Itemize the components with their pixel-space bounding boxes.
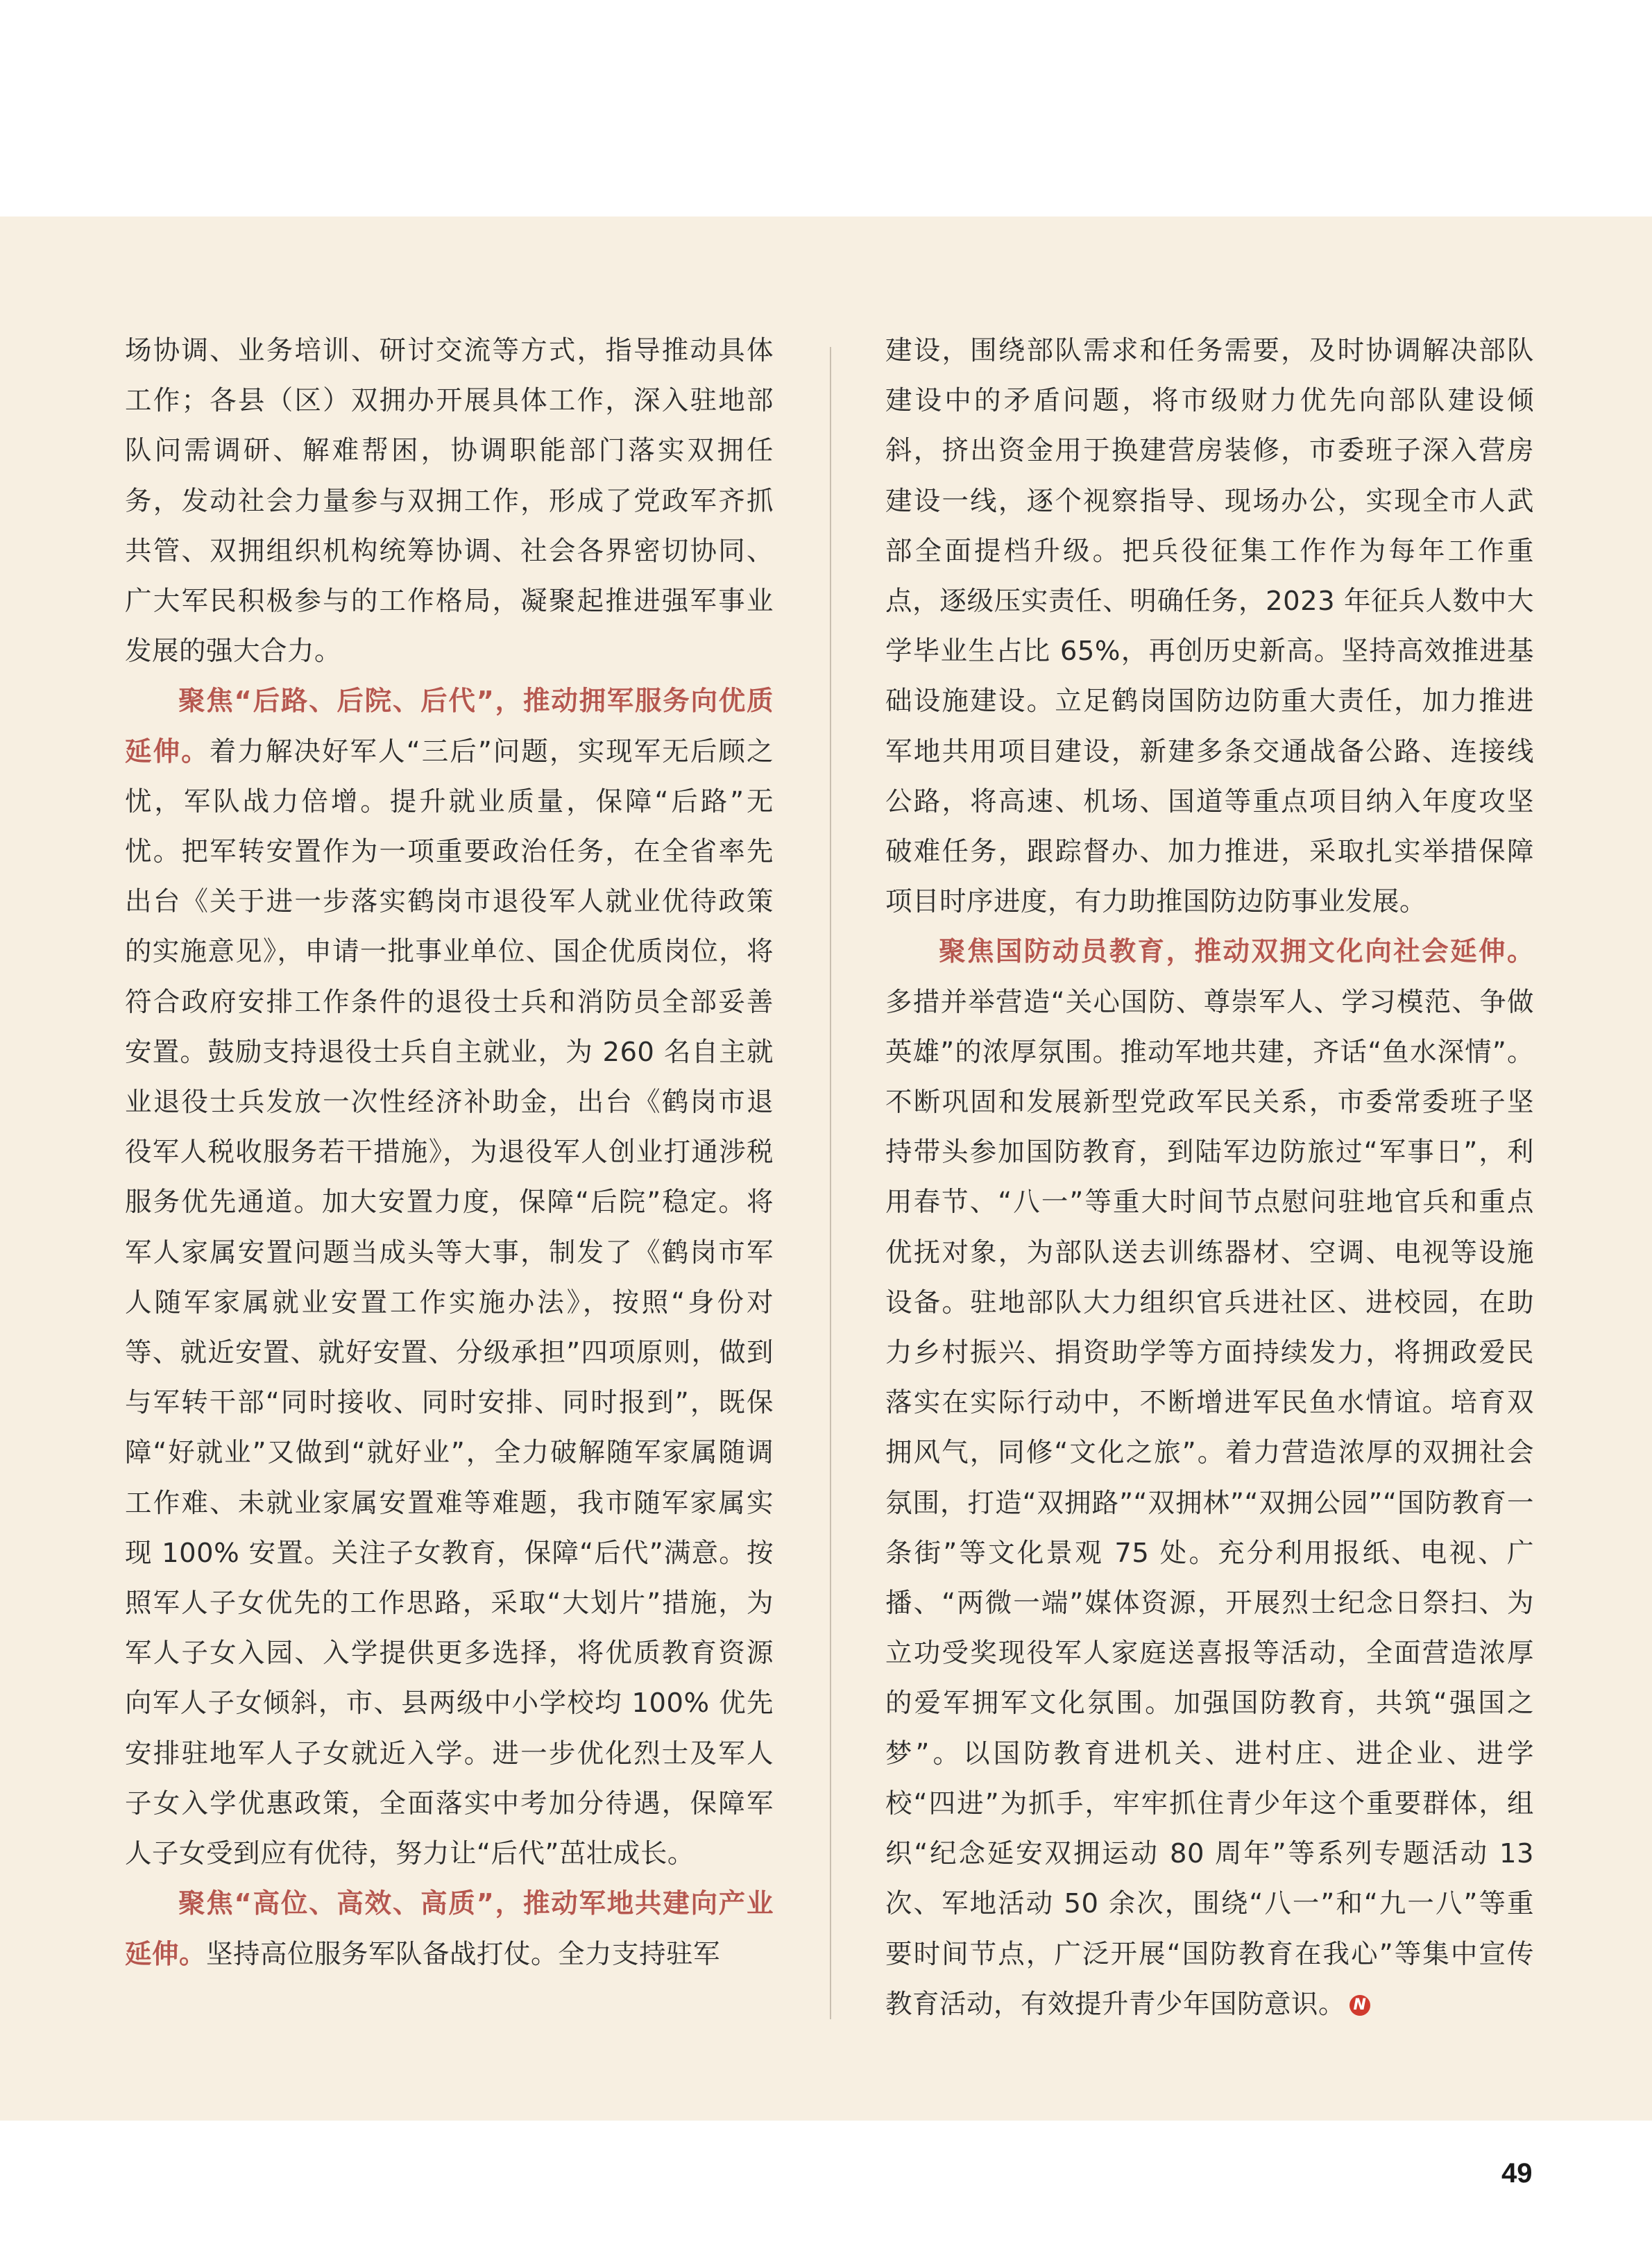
article-column-left: [125, 326, 774, 1980]
page-number: 49: [1501, 2158, 1533, 2189]
paragraph-intro-continued: 场协调、业务培训、研讨交流等方式，指导推动具体工作；各县（区）双拥办开展具体工作，深入驻地部队问需调研、解难帮困，协调职能部门落实双拥任务，发动社会力量参与双拥工作，形成了党政军齐抓共管、双拥组织机构统筹协调、社会各界密切协同、广大军民积极参与的工作格局，凝聚起推进强军事业发展的强大合力。: [125, 335, 774, 668]
paragraph-body: 着力解决好军人“三后”问题，实现军无后顾之忧，军队战力倍增。提升就业质量，保障“后路”无忧。把军转安置作为一项重要政治任务，在全省率先出台《关于进一步落实鹤岗市退役军人就业优待政策的实施意见》，申请一批事业单位、国企优质岗位，将符合政府安排工作条件的退役士兵和消防员全部妥善安置。鼓励支持退役士兵自主就业，为 260 名自主就业退役士兵发放一次性经济补助金，出台《鹤岗市退役军人税收服务若干措施》，为退役军人创业打通涉税服务优先通道。加大安置力度，保障“后院”稳定。将军人家属安置问题当成头等大事，制发了《鹤岗市军人随军家属就业安置工作实施办法》，按照“身份对等、就近安置、就好安置、分级承担”四项原则，做到与军转干部“同时接收、同时安排、同时报到”，既保障“好就业”又做到“就好业”，全力破解随军家属随调工作难、未就业家属安置难等难题，我市随军家属实现 100% 安置。关注子女教育，保障“后代”满意。按照军人子女优先的工作思路，采取“大划片”措施，为军人子女入园、入学提供更多选择，将优质教育资源向军人子女倾斜，市、县两级中小学校均 100% 优先安排驻地军人子女就近入学。进一步优化烈士及军人子女入学优惠政策，全面落实中考加分待遇，保障军人子女受到应有优待，努力让“后代”茁壮成长。: [125, 736, 774, 1870]
column-divider: [830, 347, 831, 2019]
paragraph-post-service: [125, 677, 774, 1879]
section-heading-military-civil: 聚焦“高位、高效、高质”，推动军地共建向产业延伸。: [125, 1888, 774, 1970]
paragraph-defense-education: [885, 927, 1534, 2029]
paragraph-military-civil: [125, 1879, 774, 1979]
article-column-right: [885, 326, 1534, 2030]
paragraph-military-civil-continued: 建设，围绕部队需求和任务需要，及时协调解决部队建设中的矛盾问题，将市级财力优先向部队建设倾斜，挤出资金用于换建营房装修，市委班子深入营房建设一线，逐个视察指导、现场办公，实现全市人武部全面提档升级。把兵役征集工作作为每年工作重点，逐级压实责任、明确任务，2023 年征兵人数中大学毕业生占比 65%，再创历史新高。坚持高效推进基础设施建设。立足鹤岗国防边防重大责任，加力推进军地共用项目建设，新建多条交通战备公路、连接线公路，将高速、机场、国道等重点项目纳入年度攻坚破难任务，跟踪督办、加力推进，采取扎实举措保障项目时序进度，有力助推国防边防事业发展。: [885, 335, 1534, 918]
section-heading-post-service: 聚焦“后路、后院、后代”，推动拥军服务向优质延伸。: [125, 686, 774, 767]
end-mark-icon: N: [1349, 1995, 1370, 2016]
paragraph-body: 多措并举营造“关心国防、尊崇军人、学习模范、争做英雄”的浓厚氛围。推动军地共建，齐话“鱼水深情”。不断巩固和发展新型党政军民关系，市委常委班子坚持带头参加国防教育，到陆军边防旅过“军事日”，利用春节、“八一”等重大时间节点慰问驻地官兵和重点优抚对象，为部队送去训练器材、空调、电视等设施设备。驻地部队大力组织官兵进社区、进校园，在助力乡村振兴、捐资助学等方面持续发力，将拥政爱民落实在实际行动中，不断增进军民鱼水情谊。培育双拥风气，同修“文化之旅”。着力营造浓厚的双拥社会氛围，打造“双拥路”“双拥林”“双拥公园”“国防教育一条街”等文化景观 75 处。充分利用报纸、电视、广播、“两微一端”媒体资源，开展烈士纪念日祭扫、为立功受奖现役军人家庭送喜报等活动，全面营造浓厚的爱军拥军文化氛围。加强国防教育，共筑“强国之梦”。以国防教育进机关、进村庄、进企业、进学校“四进”为抓手，牢牢抓住青少年这个重要群体，组织“纪念延安双拥运动 80 周年”等系列专题活动 13 次、军地活动 50 余次，围绕“八一”和“九一八”等重要时间节点，广泛开展“国防教育在我心”等集中宣传教育活动，有效提升青少年国防意识。: [885, 986, 1534, 2020]
section-heading-defense-education: 聚焦国防动员教育，推动双拥文化向社会延伸。: [939, 936, 1534, 968]
paragraph-body: 坚持高位服务军队备战打仗。全力支持驻军: [206, 1938, 721, 1970]
